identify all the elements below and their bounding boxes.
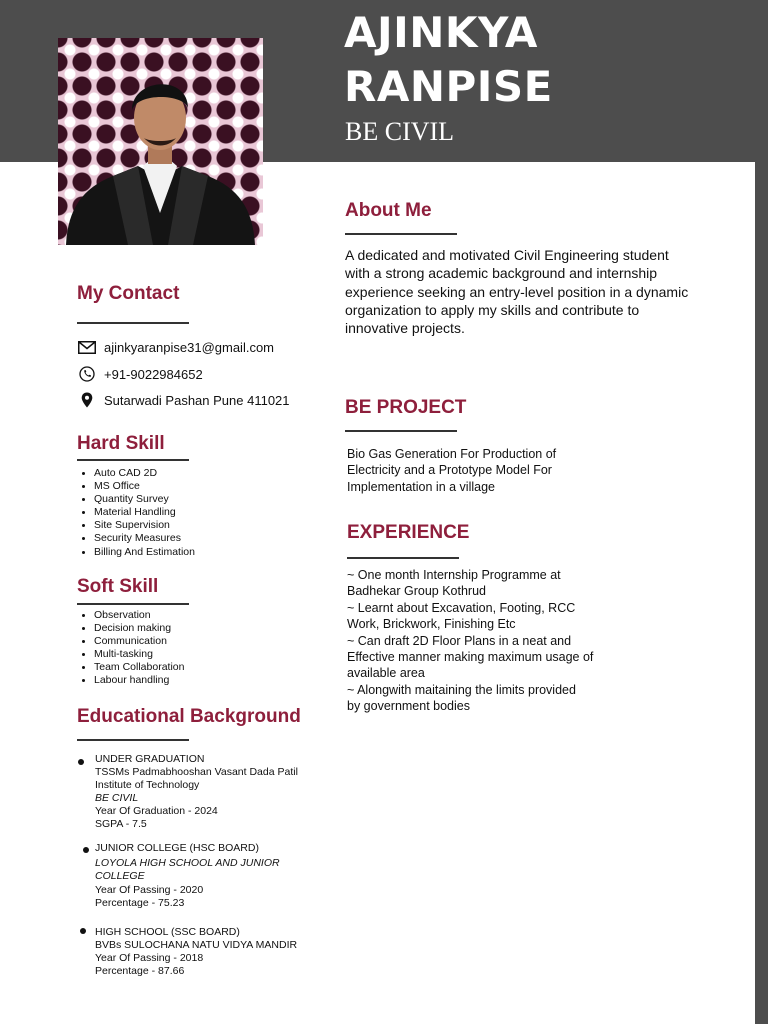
about-line: experience seeking an entry-level position in a dynamic [345, 283, 689, 300]
education-year: Year Of Graduation - 2024 [95, 805, 218, 818]
about-line: with a strong academic background and internship [345, 265, 658, 282]
list-item: Quantity Survey [80, 493, 195, 506]
hard-skill-list [80, 467, 195, 559]
contact-address: Sutarwadi Pashan Pune 411021 [104, 392, 290, 408]
contact-address-row [77, 392, 290, 408]
education-school: COLLEGE [95, 870, 145, 883]
education-school: BVBs SULOCHANA NATU VIDYA MANDIR [95, 939, 298, 952]
education-heading: Educational Background [77, 706, 301, 727]
experience-heading: EXPERIENCE [347, 522, 470, 543]
project-text [347, 446, 556, 495]
education-degree: BE CIVIL [95, 792, 139, 805]
contact-email[interactable]: ajinkyaranpise31@gmail.com [104, 339, 274, 355]
about-line: innovative projects. [345, 320, 465, 337]
contact-phone-row [77, 366, 203, 382]
experience-line: ~ Can draft 2D Floor Plans in a neat and [347, 633, 572, 648]
education-score: Percentage - 87.66 [95, 965, 185, 978]
about-line: A dedicated and motivated Civil Engineering student [345, 247, 669, 263]
experience-line: Effective manner making maximum usage of [347, 650, 594, 665]
list-item: Site Supervision [80, 519, 195, 532]
project-divider [345, 430, 457, 432]
contact-heading: My Contact [77, 283, 180, 304]
last-name: RANPISE [344, 62, 553, 111]
education-bullet [78, 759, 84, 765]
soft-skill-list [80, 609, 184, 688]
project-line: Bio Gas Generation For Production of [347, 447, 557, 461]
project-heading: BE PROJECT [345, 397, 467, 418]
list-item: Decision making [80, 622, 184, 635]
education-year: Year Of Passing - 2020 [95, 884, 204, 897]
envelope-icon [77, 339, 97, 355]
education-level: HIGH SCHOOL (SSC BOARD) [95, 926, 240, 938]
education-entry-ug [95, 753, 298, 832]
education-school: TSSMs Padmabhooshan Vasant Dada Patil [95, 766, 298, 779]
education-level: UNDER GRADUATION [95, 753, 205, 765]
education-level: JUNIOR COLLEGE (HSC BOARD) [95, 842, 259, 854]
list-item: Security Measures [80, 532, 195, 545]
project-line: Electricity and a Prototype Model For [347, 463, 552, 478]
person-silhouette-icon [58, 38, 263, 245]
experience-text [347, 567, 593, 715]
experience-line: ~ Alongwith maitaining the limits provided [347, 682, 576, 697]
education-entry-ssc [95, 926, 297, 978]
list-item: Communication [80, 635, 184, 648]
experience-line: Badhekar Group Kothrud [347, 584, 486, 599]
profile-photo [58, 38, 263, 245]
phone-icon [77, 366, 97, 382]
location-pin-icon [77, 392, 97, 408]
list-item: Labour handling [80, 674, 184, 687]
right-edge-bar [755, 162, 768, 1024]
experience-line: ~ Learnt about Excavation, Footing, RCC [347, 600, 576, 615]
job-title: BE CIVIL [345, 117, 455, 146]
education-bullet [83, 847, 89, 853]
list-item: Observation [80, 609, 184, 622]
education-score: Percentage - 75.23 [95, 897, 185, 910]
experience-line: ~ One month Internship Programme at [347, 568, 561, 582]
contact-phone[interactable]: +91-9022984652 [104, 366, 203, 382]
education-year: Year Of Passing - 2018 [95, 952, 204, 965]
about-text [345, 246, 688, 337]
about-line: organization to apply my skills and contribute to [345, 301, 640, 318]
list-item: Multi-tasking [80, 648, 184, 661]
about-heading: About Me [345, 200, 432, 221]
education-entry-hsc [95, 842, 280, 910]
first-name: AJINKYA [344, 8, 538, 57]
soft-skill-heading: Soft Skill [77, 576, 159, 597]
contact-divider [77, 322, 189, 324]
education-bullet [80, 928, 86, 934]
list-item: Auto CAD 2D [80, 467, 195, 480]
list-item: Billing And Estimation [80, 546, 195, 559]
experience-divider [347, 557, 459, 559]
project-line: Implementation in a village [347, 479, 495, 494]
list-item: Team Collaboration [80, 661, 184, 674]
education-divider [77, 739, 189, 741]
about-divider [345, 233, 457, 235]
education-school: Institute of Technology [95, 779, 200, 792]
soft-skill-divider [77, 603, 189, 605]
full-name [344, 6, 553, 114]
education-score: SGPA - 7.5 [95, 818, 147, 831]
hard-skill-divider [77, 459, 189, 461]
education-school: LOYOLA HIGH SCHOOL AND JUNIOR [95, 857, 280, 870]
hard-skill-heading: Hard Skill [77, 433, 165, 454]
experience-line: available area [347, 666, 425, 681]
list-item: Material Handling [80, 506, 195, 519]
list-item: MS Office [80, 480, 195, 493]
experience-line: by government bodies [347, 699, 470, 714]
experience-line: Work, Brickwork, Finishing Etc [347, 617, 516, 632]
contact-email-row [77, 339, 274, 355]
